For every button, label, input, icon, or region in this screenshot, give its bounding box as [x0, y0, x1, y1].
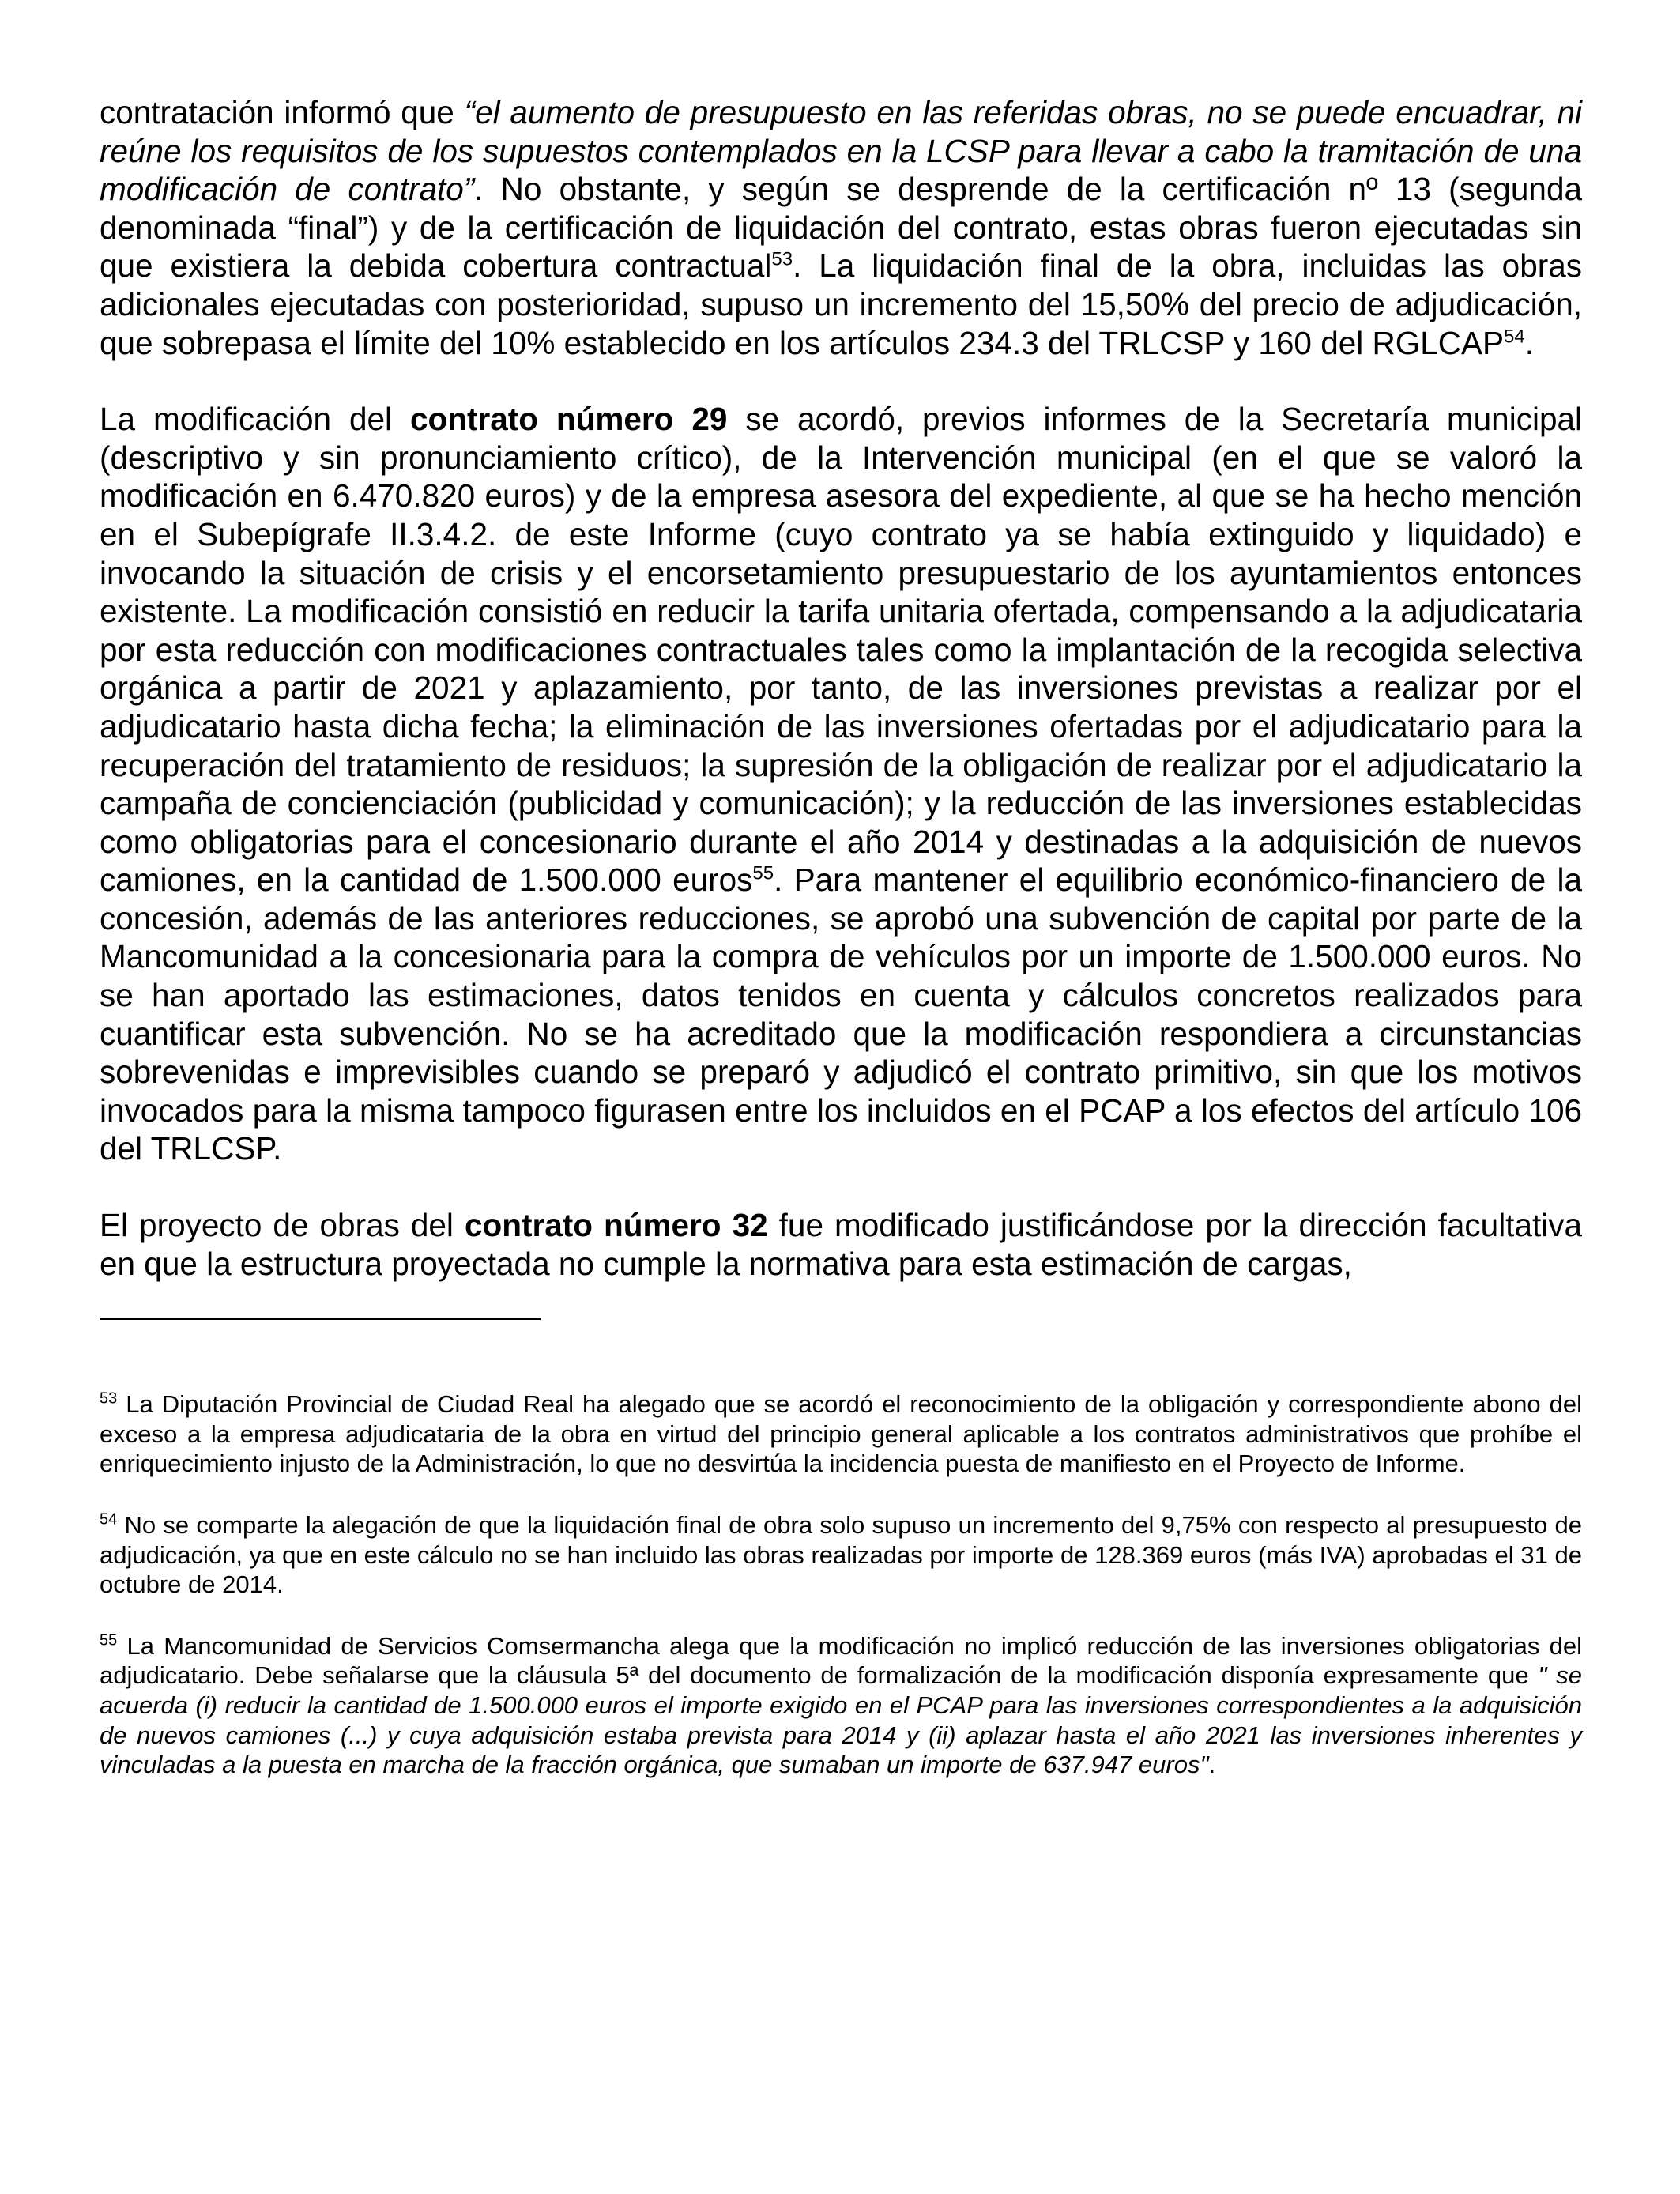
footnote-text: No se comparte la alegación de que la liquidación final de obra solo supuso un incremento del 9,75% con respecto al presupuesto de adjudicación, ya que en este cálculo no se han incluido las obras realizadas por importe de 128.369 euros (más IVA) aprobadas el 31 de octubre de 2014. [100, 1511, 1582, 1599]
paragraph-contrato-29 [100, 400, 1582, 1168]
text-run: . La liquidación final de la obra, incluidas las obras adicionales ejecutadas con posterioridad, supuso un incremento del 15,50% del precio de adjudicación, que sobrepasa el límite del 10% establecido en los artículos 234.3 del TRLCSP y 160 del RGLCAP [100, 247, 1582, 361]
text-run: contratación informó que [100, 94, 465, 130]
text-run: . [1524, 324, 1535, 361]
footnote-text: La Mancomunidad de Servicios Comsermancha alega que la modificación no implicó reducción de las inversiones obligatorias del adjudicatario. Debe señalarse que la cláusula 5ª del documento de formalización de la modificación disponía expresamente que [100, 1631, 1582, 1690]
footnote-number: 55 [100, 1631, 118, 1649]
footnote-ref-54[interactable]: 54 [1504, 326, 1525, 348]
footnote-53 [100, 1389, 1582, 1479]
document-page [100, 93, 1582, 1780]
footnote-text-end: . [1208, 1751, 1216, 1779]
bold-contract-number: contrato número 32 [464, 1207, 768, 1244]
bold-contract-number: contrato número 29 [409, 401, 728, 438]
footnote-ref-53[interactable]: 53 [771, 248, 793, 270]
paragraph-contratacion-informo [100, 93, 1582, 362]
footnote-54 [100, 1510, 1582, 1600]
text-run: . Para mantener el equilibrio económico-financiero de la concesión, además de las anteriores reducciones, se aprobó una subvención de capital por parte de la Mancomunidad a la concesionaria para la compra de vehículos por un importe de 1.500.000 euros. No se han aportado las estimaciones, datos tenidos en cuenta y cálculos concretos realizados para cuantificar esta subvención. No se ha acreditado que la modificación respondiera a circunstancias sobrevenidas e imprevisibles cuando se preparó y adjudicó el contrato primitivo, sin que los motivos invocados para la misma tampoco figurasen entre los incluidos en el PCAP a los efectos del artículo 106 del TRLCSP. [100, 861, 1582, 1167]
footnote-ref-55[interactable]: 55 [752, 862, 774, 884]
footnote-number: 54 [100, 1510, 118, 1529]
footnote-number: 53 [100, 1389, 118, 1408]
footnote-text: La Diputación Provincial de Ciudad Real ha alegado que se acordó el reconocimiento de la obligación y correspondiente abono del exceso a la empresa adjudicataria de la obra en virtud del principio general aplicable a los contratos administrativos que prohíbe el enriquecimiento injusto de la Administración, lo que no desvirtúa la incidencia puesta de manifiesto en el Proyecto de Informe. [100, 1390, 1582, 1478]
text-run: fue modificado justificándose por la dirección facultativa en que la estructura proyectada no cumple la normativa para esta estimación de cargas, [100, 1207, 1582, 1282]
text-run: . No obstante, y según se desprende de la certificación nº 13 (segunda denominada “final”) y de la certificación de liquidación del contrato, estas obras fueron ejecutadas sin que existiera la debida cobertura contractual [100, 171, 1583, 285]
footnote-separator [100, 1318, 541, 1320]
footnote-italic-quote: " se acuerda (i) reducir la cantidad de 1.500.000 euros el importe exigido en el PCAP para las inversiones correspondientes a la adquisición de nuevos camiones (...) y cuya adquisición estaba prevista para 2014 y (ii) aplazar hasta el año 2021 las inversiones inherentes y vinculadas a la puesta en marcha de la fracción orgánica, que sumaban un importe de 637.947 euros" [100, 1661, 1582, 1779]
italic-quote: “el aumento de presupuesto en las referidas obras, no se puede encuadrar, ni reúne los requisitos de los supuestos contemplados en la LCSP para llevar a cabo la tramitación de una modificación de contrato” [100, 94, 1582, 208]
text-run: se acordó, previos informes de la Secretaría municipal (descriptivo y sin pronunciamiento crítico), de la Intervención municipal (en el que se valoró la modificación en 6.470.820 euros) y de la empresa asesora del expediente, al que se ha hecho mención en el Subepígrafe II.3.4.2. de este Informe (cuyo contrato ya se había extinguido y liquidado) e invocando la situación de crisis y el encorsetamiento presupuestario de los ayuntamientos entonces existente. La modificación consistió en reducir la tarifa unitaria ofertada, compensando a la adjudicataria por esta reducción con modificaciones contractuales tales como la implantación de la recogida selectiva orgánica a partir de 2021 y aplazamiento, por tanto, de las inversiones previstas a realizar por el adjudicatario hasta dicha fecha; la eliminación de las inversiones ofertadas por el adjudicatario para la recuperación del tratamiento de residuos; la supresión de la obligación de realizar por el adjudicatario la campaña de concienciación (publicidad y comunicación); y la reducción de las inversiones establecidas como obligatorias para el concesionario durante el año 2014 y destinadas a la adquisición de nuevos camiones, en la cantidad de 1.500.000 euros [100, 401, 1582, 899]
text-run: La modificación del [100, 401, 410, 438]
text-run: El proyecto de obras del [100, 1207, 465, 1244]
paragraph-contrato-32 [100, 1206, 1582, 1283]
footnote-55 [100, 1631, 1582, 1780]
